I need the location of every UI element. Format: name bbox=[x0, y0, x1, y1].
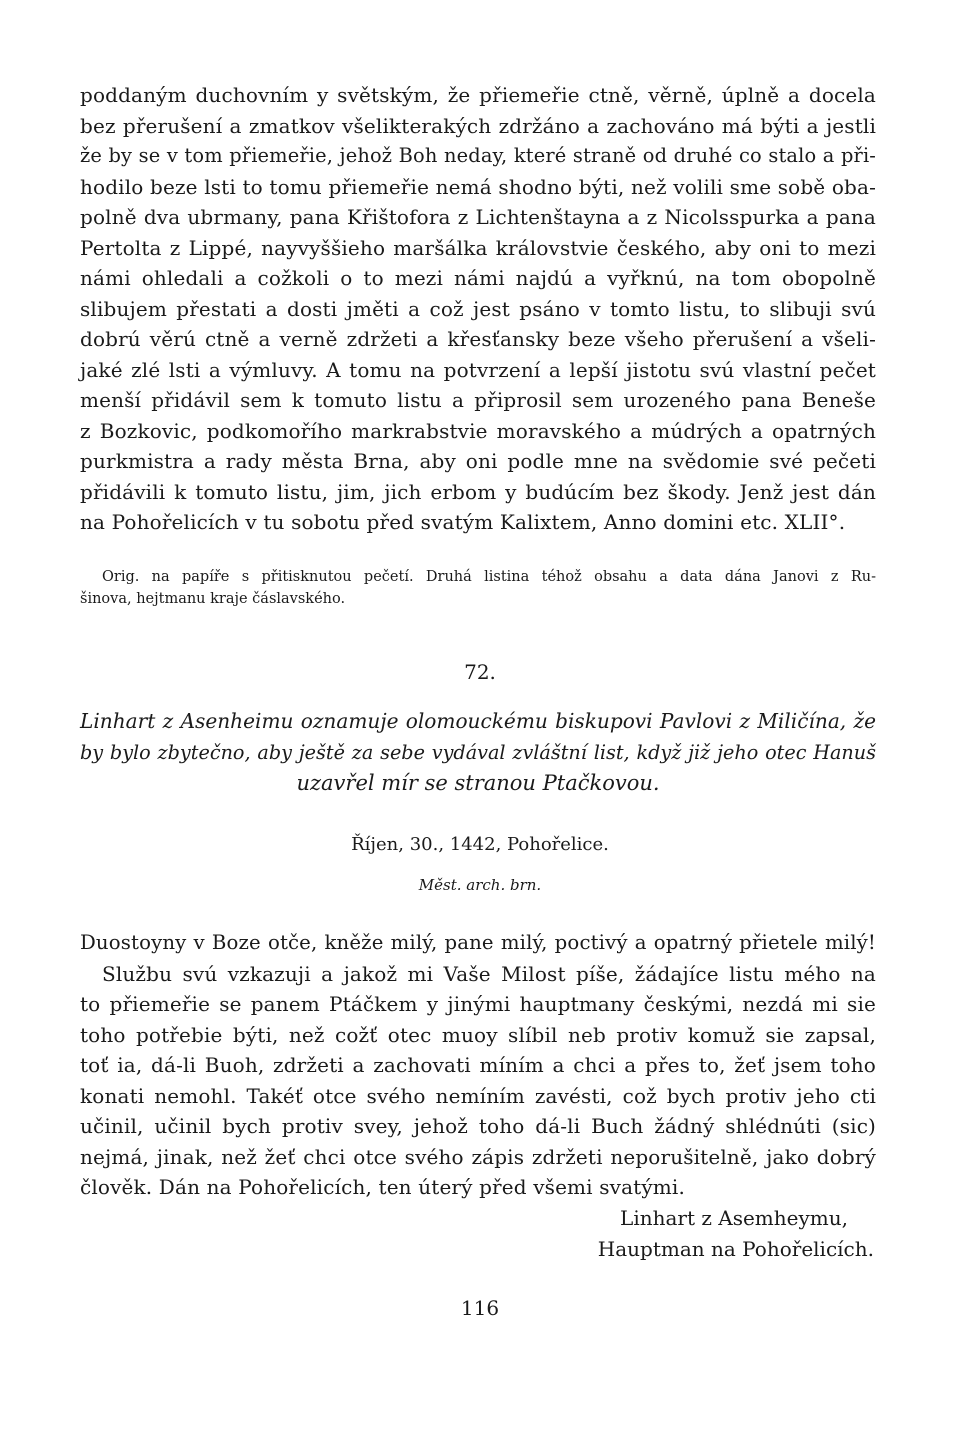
text-line: jaké zlé lsti a výmluvy. A tomu na potvrzení a lepší jistotu svú vlastní pečet bbox=[80, 357, 876, 382]
text-line: nejmá, jinak, než žeť chci otce svého zápis zdržeti neporušitelně, jako dobrý bbox=[80, 1144, 876, 1169]
signature-name: Linhart z Asemheymu, bbox=[620, 1206, 848, 1230]
text-line: bez přerušení a zmatkov všelikterakých zdržáno a zachováno má býti a jestli bbox=[80, 113, 876, 138]
text-line: purkmistra a rady města Brna, aby oni podle mne na svědomie své pečeti bbox=[80, 449, 876, 473]
note-line: Orig. na papíře s přitisknutou pečetí. Druhá listina téhož obsahu a data dána Janovi z Ru- bbox=[102, 569, 876, 585]
text-line: námi ohledali a cožkoli o to mezi námi najdú a vyřknú, na tom obopolně bbox=[80, 266, 876, 290]
text-line: hodilo beze lsti to tomu přiemeřie nemá shodno býti, než volili sme sobě oba- bbox=[80, 174, 876, 199]
text-line: to přiemeřie se panem Ptáčkem y jinými hauptmany českými, nezdá mi sie bbox=[80, 992, 876, 1016]
text-line: učinil, učinil bych protiv svey, jehož toho dá-li Buch žádný shlédnúti (sic) bbox=[80, 1114, 876, 1138]
signature-title: Hauptman na Pohořelicích. bbox=[597, 1237, 874, 1261]
text-line: přidávili k tomuto listu, jim, jich erbom y budúcím bez škody. Jenž jest dán bbox=[80, 479, 876, 504]
text-line: polně dva ubrmany, pana Křištofora z Lichtenštayna a z Nicolsspurka a pana bbox=[80, 205, 876, 229]
text-line: toho potřebie býti, než cožť otec muoy slíbil neb protiv komuž sie zapsal, bbox=[80, 1022, 876, 1047]
preceding-document-text bbox=[80, 80, 876, 538]
heading-line: by bylo zbytečno, aby ještě za sebe vydával zvláštní list, když již jeho otec Hanuš bbox=[80, 741, 876, 764]
text-line: Službu svú vzkazuji a jakož mi Vaše Milost píše, žádajíce listu mého na bbox=[102, 961, 876, 986]
text-line: poddaným duchovním y světským, že přiemeřie ctně, věrně, úplně a docela bbox=[80, 83, 876, 107]
text-line: slibujem přestati a dosti jměti a což jest psáno v tomto listu, to slibuji svú bbox=[80, 296, 876, 321]
document-number: 72. bbox=[464, 660, 496, 684]
text-line: toť ia, dá-li Buoh, zdržeti a zachovati míním a chci a přes to, žeť jsem toho bbox=[80, 1053, 876, 1077]
text-line: Duostoyny v Boze otče, kněže milý, pane milý, poctivý a opatrný přietele milý! bbox=[80, 931, 876, 954]
text-line: na Pohořelicích v tu sobotu před svatým Kalixtem, Anno domini etc. XLII°. bbox=[80, 510, 846, 534]
text-line: dobrú věrú ctně a verně zdržeti a křesťansky beze všeho přerušení a všeli- bbox=[80, 327, 876, 351]
text-line: menší přidávil sem k tomuto listu a připrosil sem urozeného pana Beneše bbox=[80, 388, 876, 412]
text-line: z Bozkovic, podkomořího markrabstvie moravského a múdrých a opatrných bbox=[80, 418, 876, 443]
text-line: že by se v tom přiemeřie, jehož Boh neday, které straně od druhé co stalo a při- bbox=[80, 144, 876, 167]
text-line: konati nemohl. Takéť otce svého nemíním zavésti, což bych protiv jeho cti bbox=[80, 1083, 876, 1108]
source-note bbox=[80, 566, 876, 610]
page-number: 116 bbox=[460, 1296, 500, 1320]
letter-text bbox=[80, 928, 876, 1203]
text-line: člověk. Dán na Pohořelicích, ten úterý před všemi svatými. bbox=[80, 1175, 685, 1199]
archive-reference: Měst. arch. brn. bbox=[418, 876, 542, 894]
heading-line: Linhart z Asenheimu oznamuje olomouckému biskupovi Pavlovi z Miličína, že bbox=[80, 709, 876, 733]
date-place: Říjen, 30., 1442, Pohořelice. bbox=[351, 834, 609, 855]
text-line: Pertolta z Lippé, nayvyššieho maršálka královstvie českého, aby oni to mezi bbox=[80, 235, 876, 260]
heading-line: uzavřel mír se stranou Ptačkovou. bbox=[296, 771, 660, 795]
document-heading bbox=[80, 706, 876, 799]
note-line: šinova, hejtmanu kraje čáslavského. bbox=[80, 591, 346, 607]
